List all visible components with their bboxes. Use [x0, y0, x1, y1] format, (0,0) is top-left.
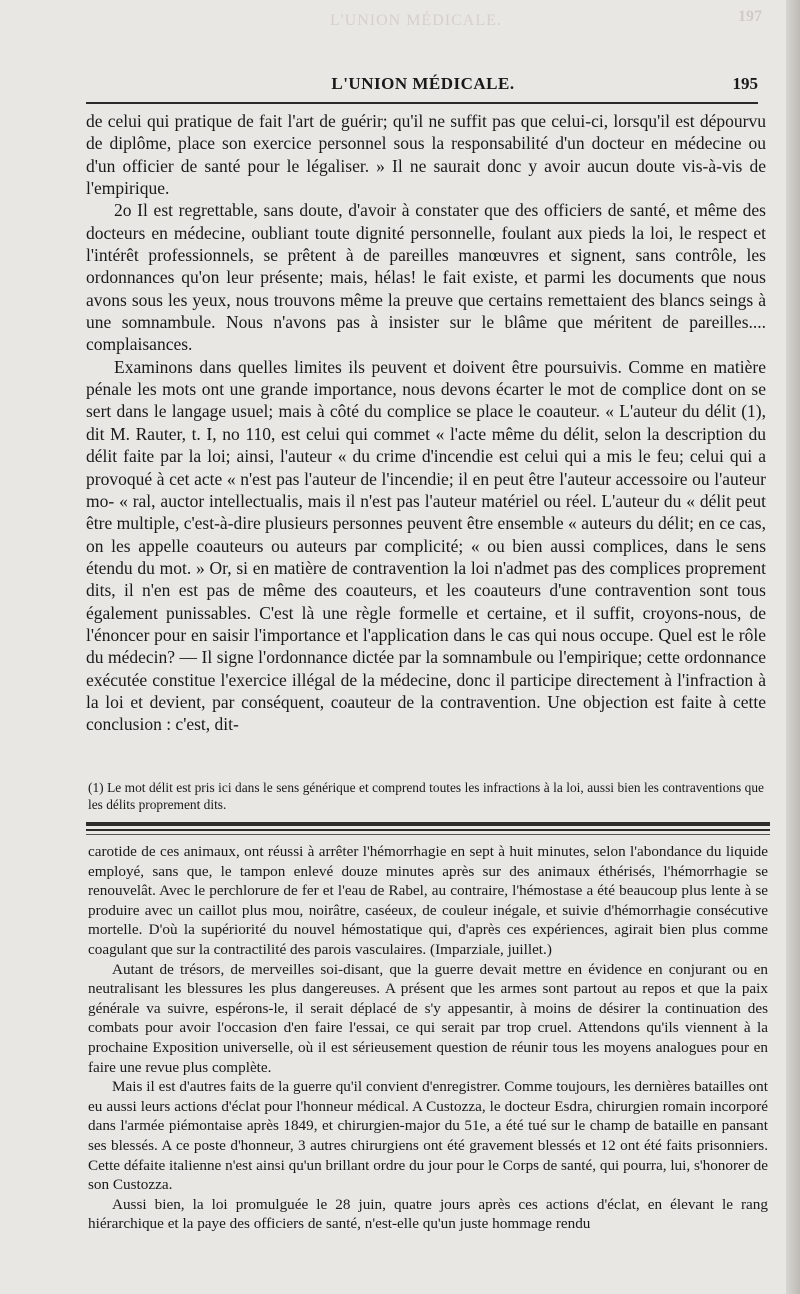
separator-rule-thick — [86, 822, 770, 826]
running-header — [88, 74, 758, 98]
page-number: 195 — [732, 74, 758, 93]
book-spine-edge — [786, 0, 800, 1294]
main-paragraph-3: Examinons dans quelles limites ils peuvent et doivent être poursuivis. Comme en matière pénale les mots ont une grande importance, nous devons écarter le mot de complice dont on se sert dans le langage usuel; mais à côté du complice se place le coauteur. « L'auteur du délit (1), dit M. Rauter, t. I, no 110, est celui qui commet « l'acte même du délit, selon la description du délit faite par la loi; ainsi, l'auteur « du crime d'incendie est celui qui a mis le feu; celui qui a provoqué à cet acte « n'est pas l'auteur de l'incendie; il en peut être l'auteur accessoire ou l'auteur mo- « ral, auctor intellectualis, mais il n'est pas l'auteur matériel ou réel. L'auteur du « délit peut être multiple, c'est-à-dire plusieurs personnes peuvent être ensemble « auteurs du délit; en ce cas, on les appelle coauteurs ou auteurs par complicité; « ou bien aussi complices, dans le sens étendu du mot. » Or, si en matière de contravention la loi n'admet pas des complices proprement dits, il n'en est pas de même des coauteurs, et les coauteurs d'une contravention sont tous également punissables. C'est là une règle formelle et certaine, et il suffit, croyons-nous, de l'énoncer pour en saisir l'importance et l'application dans le cas qui nous occupe. Quel est le rôle du médecin? — Il signe l'ordonnance dictée par la somnambule ou l'empirique; cette ordonnance exécutée constitue l'exercice illégal de la médecine, donc il participe directement à l'infraction à la loi et devient, par conséquent, coauteur de la contravention. Une objection est faite à cette conclusion : c'est, dit- — [86, 356, 766, 735]
feuilleton-column — [88, 842, 768, 1234]
lower-paragraph-4: Aussi bien, la loi promulguée le 28 juin, quatre jours après ces actions d'éclat, en élevant le rang hiérarchique et la paye des officiers de santé, n'est-elle qu'un juste hommage rendu — [88, 1195, 768, 1233]
bleed-through-page-number: 197 — [738, 8, 762, 25]
footnote: (1) Le mot délit est pris ici dans le sens générique et comprend toutes les infractions à la loi, aussi bien les contraventions que les délits proprement dits. — [88, 780, 764, 812]
header-rule — [86, 102, 758, 104]
lower-paragraph-1: carotide de ces animaux, ont réussi à arrêter l'hémorrhagie en sept à huit minutes, selon l'abondance du liquide employé, sans que, le tampon enlevé douze minutes après sur des animaux éthérisés, l'hémorrhagie se renouvelât. Avec le perchlorure de fer et l'eau de Rabel, au contraire, l'hémostase a été beaucoup plus lente à se produire avec un caillot plus mou, noirâtre, caséeux, de couleur inégale, et suivie d'hémorrhagie consécutive mortelle. D'où la supériorité du nouvel hémostatique qui, d'après ces expériences, agirait bien plus comme coagulant que sur la contractilité des parois vasculaires. (Imparziale, juillet.) — [88, 843, 768, 958]
journal-title: L'UNION MÉDICALE. — [331, 74, 515, 93]
lower-paragraph-2: Autant de trésors, de merveilles soi-disant, que la guerre devait mettre en évidence en conjurant ou en neutralisant les blessures les plus dangereuses. A présent que les armes sont partout au repos et que la paix générale va suivre, espérons-le, il serait déplacé de s'y appesantir, à moins de désirer la continuation des combats pour avoir l'occasion d'en faire l'essai, ce qui serait par trop cruel. Attendons qu'ils viennent à la prochaine Exposition universelle, où il est sérieusement question de réunir tous les moyens analogues pour en faire une revue plus complète. — [88, 960, 768, 1076]
lower-paragraph-3: Mais il est d'autres faits de la guerre qu'il convient d'enregistrer. Comme toujours, les dernières batailles ont eu aussi leurs actions d'éclat pour l'honneur médical. A Custozza, le docteur Esdra, chirurgien romain incorporé dans l'armée piémontaise après 1849, et chirurgien-major du 51e, a été tué sur le champ de bataille en pansant ses blessés. A ce poste d'honneur, 3 autres chirurgiens ont été gravement blessés et 12 ont été faits prisonniers. Cette défaite italienne n'est ainsi qu'un brillant ordre du jour pour le Corps de santé, qui pourra, lui, s'honorer de son Custozza. — [88, 1078, 768, 1194]
main-paragraph-2: 2o Il est regrettable, sans doute, d'avoir à constater que des officiers de santé, et même des docteurs en médecine, oubliant toute dignité personnelle, foulant aux pieds la loi, le respect et l'intérêt professionnels, se prêtent à de pareilles manœuvres et signent, sans contrôle, les ordonnances qu'on leur présente; mais, hélas! le fait existe, et parmi les documents que nous avons sous les yeux, nous trouvons même la preuve que certains remettaient des blancs seings à une somnambule. Nous n'avons pas à insister sur le blâme que méritent de pareilles.... complaisances. — [86, 200, 766, 355]
bleed-through-title: L'UNION MÉDICALE. — [330, 12, 502, 29]
main-article — [86, 110, 766, 736]
separator-rule-thin — [86, 834, 770, 835]
separator-rule-medium — [86, 829, 770, 831]
main-paragraph-1: de celui qui pratique de fait l'art de guérir; qu'il ne suffit pas que celui-ci, lorsqu'il est dépourvu de diplôme, place son exercice personnel sous la responsabilité d'un docteur en médecine ou d'un officier de santé pour le légaliser. » Il ne saurait donc y avoir aucun doute vis-à-vis de l'empirique. — [86, 111, 766, 199]
